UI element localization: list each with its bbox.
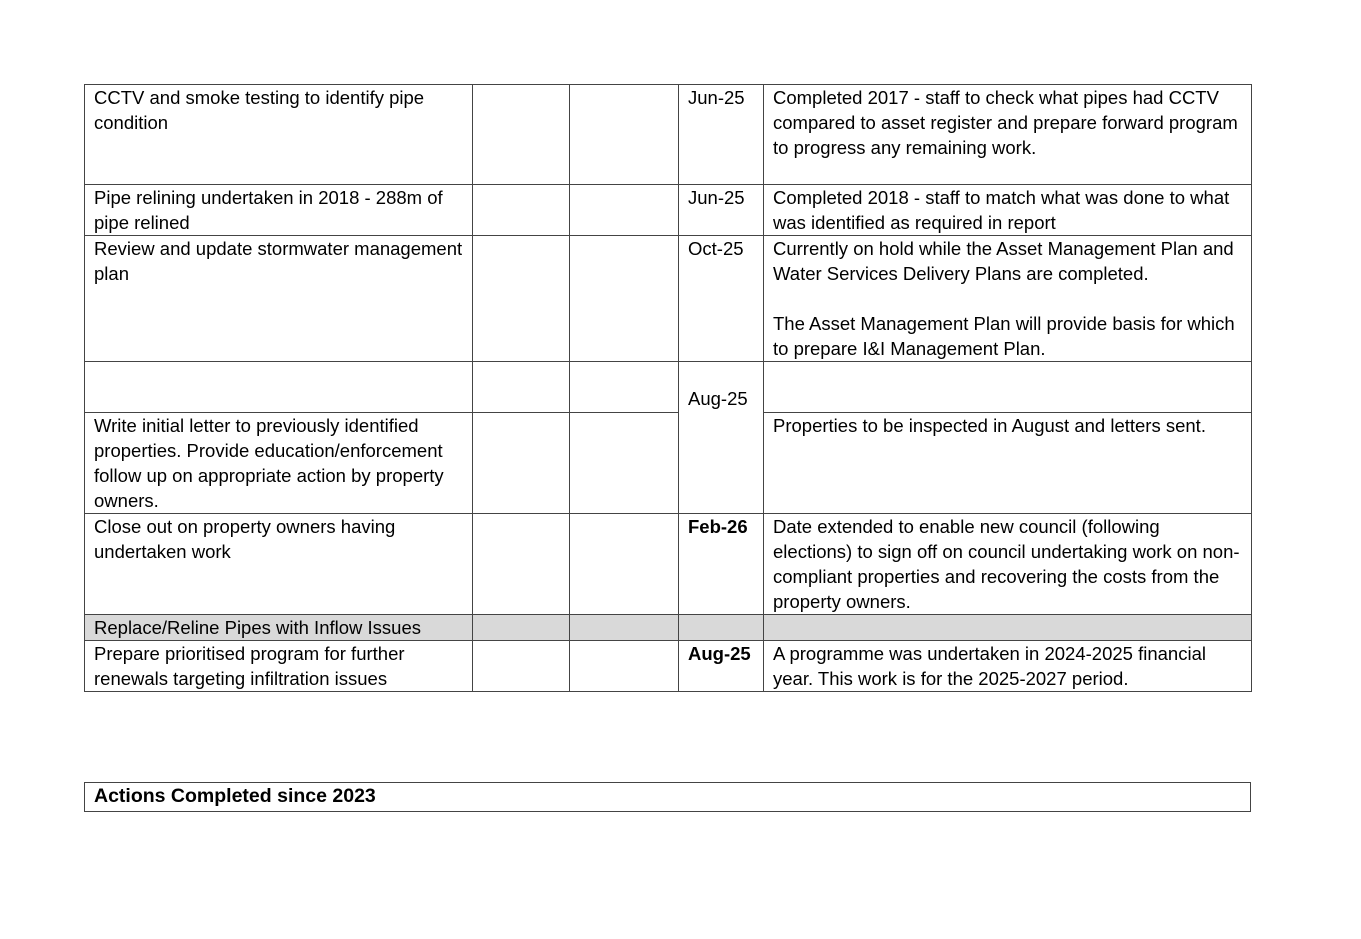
empty-cell (764, 362, 1252, 413)
completed-heading: Actions Completed since 2023 (85, 783, 1251, 812)
empty-cell (764, 615, 1252, 641)
empty-cell (570, 514, 679, 615)
empty-cell (473, 413, 570, 514)
table-row (85, 514, 1252, 615)
table-row (85, 185, 1252, 236)
empty-cell (570, 615, 679, 641)
comment-cell: A programme was undertaken in 2024-2025 financial year. This work is for the 2025-2027 period. (764, 641, 1252, 692)
completed-actions-table (84, 782, 1251, 812)
comment-cell: Completed 2017 - staff to check what pipes had CCTV compared to asset register and prepare forward program to progress any remaining work. (764, 85, 1252, 185)
comment-cell: Date extended to enable new council (following elections) to sign off on council undertaking work on non-compliant properties and recovering the costs from the property owners. (764, 514, 1252, 615)
empty-cell (570, 362, 679, 413)
empty-cell (570, 236, 679, 362)
empty-cell (473, 514, 570, 615)
empty-cell (570, 413, 679, 514)
empty-cell (473, 641, 570, 692)
empty-cell (679, 615, 764, 641)
comment-cell: Properties to be inspected in August and letters sent. (764, 413, 1252, 514)
empty-cell (473, 185, 570, 236)
empty-cell (570, 185, 679, 236)
empty-cell (473, 85, 570, 185)
table-row (85, 236, 1252, 362)
table-row (85, 641, 1252, 692)
action-cell: Close out on property owners having undertaken work (85, 514, 473, 615)
action-cell: Review and update stormwater management plan (85, 236, 473, 362)
action-cell: CCTV and smoke testing to identify pipe condition (85, 85, 473, 185)
date-cell: Jun-25 (679, 85, 764, 185)
section-row (85, 615, 1252, 641)
table-row (85, 85, 1252, 185)
empty-cell (473, 615, 570, 641)
table-row (85, 783, 1251, 812)
table-row (85, 413, 1252, 514)
empty-cell (473, 236, 570, 362)
date-cell: Aug-25 (679, 362, 764, 514)
date-cell: Jun-25 (679, 185, 764, 236)
date-cell: Aug-25 (679, 641, 764, 692)
actions-table (84, 84, 1252, 692)
comment-cell: Currently on hold while the Asset Management Plan and Water Services Delivery Plans are completed. The Asset Management Plan will provide basis for which to prepare I&I Management Plan. (764, 236, 1252, 362)
section-title: Replace/Reline Pipes with Inflow Issues (85, 615, 473, 641)
date-cell: Oct-25 (679, 236, 764, 362)
empty-cell (85, 362, 473, 413)
empty-cell (570, 85, 679, 185)
date-cell: Feb-26 (679, 514, 764, 615)
table-row (85, 362, 1252, 413)
empty-cell (570, 641, 679, 692)
comment-cell: Completed 2018 - staff to match what was done to what was identified as required in report (764, 185, 1252, 236)
action-cell: Write initial letter to previously identified properties. Provide education/enforcement follow up on appropriate action by property owners. (85, 413, 473, 514)
action-cell: Pipe relining undertaken in 2018 - 288m of pipe relined (85, 185, 473, 236)
empty-cell (473, 362, 570, 413)
action-cell: Prepare prioritised program for further renewals targeting infiltration issues (85, 641, 473, 692)
